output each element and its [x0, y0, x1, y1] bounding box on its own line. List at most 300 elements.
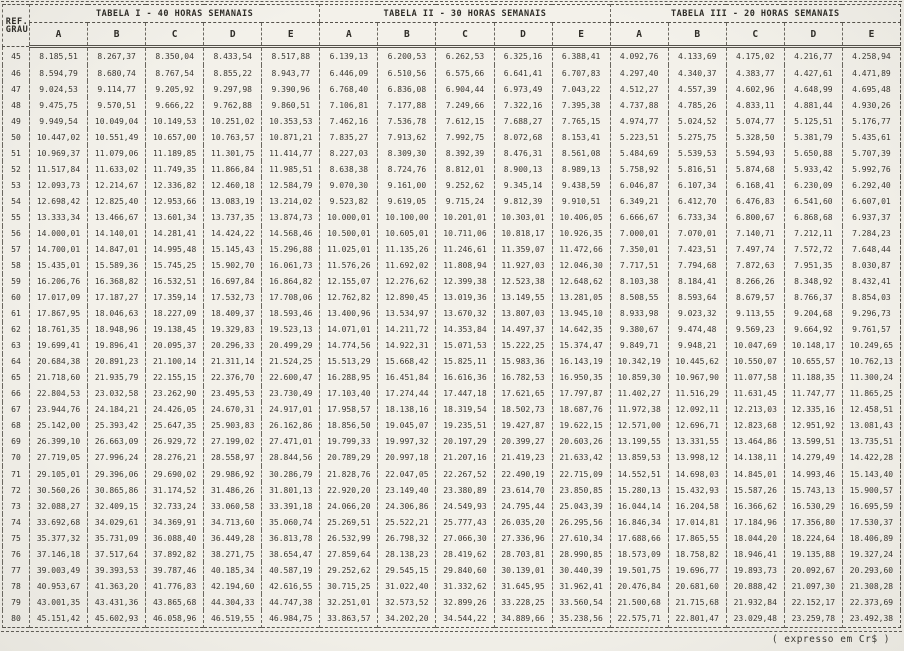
value-cell: 28.703,81	[494, 546, 552, 562]
value-cell: 16.950,35	[552, 370, 610, 386]
value-cell: 13.945,10	[552, 306, 610, 322]
value-cell: 13.670,32	[436, 306, 494, 322]
value-cell: 15.900,57	[842, 482, 900, 498]
value-cell: 30.286,79	[262, 466, 320, 482]
value-cell: 19.045,07	[378, 418, 436, 434]
value-cell: 38.654,47	[262, 546, 320, 562]
grau-cell: 78	[3, 578, 30, 594]
value-cell: 9.762,88	[204, 97, 262, 113]
value-cell: 9.570,51	[88, 97, 146, 113]
table-row	[3, 338, 901, 354]
value-cell: 17.447,18	[436, 386, 494, 402]
grau-cell: 79	[3, 594, 30, 610]
grau-cell: 51	[3, 145, 30, 161]
value-cell: 4.737,88	[610, 97, 668, 113]
value-cell: 34.713,60	[204, 514, 262, 530]
value-cell: 21.207,16	[436, 450, 494, 466]
value-cell: 15.745,25	[146, 258, 204, 274]
value-cell: 8.309,30	[378, 145, 436, 161]
value-cell: 22.490,19	[494, 466, 552, 482]
value-cell: 15.513,29	[320, 354, 378, 370]
value-cell: 36.813,78	[262, 530, 320, 546]
value-cell: 9.715,24	[436, 193, 494, 209]
value-cell: 21.100,14	[146, 354, 204, 370]
value-cell: 4.974,77	[610, 113, 668, 129]
grau-cell: 62	[3, 322, 30, 338]
value-cell: 7.536,78	[378, 113, 436, 129]
value-cell: 14.138,11	[726, 450, 784, 466]
value-cell: 33.560,54	[552, 594, 610, 610]
column-header-t2-d: D	[494, 23, 552, 47]
value-cell: 10.550,07	[726, 354, 784, 370]
value-cell: 22.267,52	[436, 466, 494, 482]
value-cell: 21.524,25	[262, 354, 320, 370]
grau-cell: 57	[3, 242, 30, 258]
grau-cell: 53	[3, 177, 30, 193]
value-cell: 33.228,25	[494, 594, 552, 610]
value-cell: 5.125,51	[784, 113, 842, 129]
section-title-row	[3, 5, 901, 23]
value-cell: 8.185,51	[30, 47, 88, 66]
value-cell: 22.155,15	[146, 370, 204, 386]
grau-cell: 75	[3, 530, 30, 546]
value-cell: 16.451,84	[378, 370, 436, 386]
value-cell: 13.019,36	[436, 290, 494, 306]
value-cell: 13.464,86	[726, 434, 784, 450]
value-cell: 11.576,26	[320, 258, 378, 274]
value-cell: 35.238,56	[552, 610, 610, 627]
value-cell: 14.995,48	[146, 242, 204, 258]
grau-cell: 68	[3, 418, 30, 434]
column-header-t3-d: D	[784, 23, 842, 47]
value-cell: 9.438,59	[552, 177, 610, 193]
value-cell: 21.715,68	[668, 594, 726, 610]
value-cell: 8.767,54	[146, 65, 204, 81]
value-cell: 39.787,46	[146, 562, 204, 578]
value-cell: 6.230,09	[784, 177, 842, 193]
value-cell: 36.449,28	[204, 530, 262, 546]
value-cell: 16.616,36	[436, 370, 494, 386]
column-header-t1-b: B	[88, 23, 146, 47]
value-cell: 18.409,37	[204, 306, 262, 322]
value-cell: 26.929,72	[146, 434, 204, 450]
value-cell: 12.335,16	[784, 402, 842, 418]
value-cell: 8.153,41	[552, 129, 610, 145]
value-cell: 6.733,34	[668, 209, 726, 225]
value-cell: 10.711,06	[436, 226, 494, 242]
tabela-2-title: TABELA II - 30 HORAS SEMANAIS	[320, 5, 610, 23]
value-cell: 8.561,08	[552, 145, 610, 161]
value-cell: 12.698,42	[30, 193, 88, 209]
table-row	[3, 177, 901, 193]
value-cell: 19.523,13	[262, 322, 320, 338]
value-cell: 44.304,33	[204, 594, 262, 610]
value-cell: 11.188,35	[784, 370, 842, 386]
value-cell: 33.391,18	[262, 498, 320, 514]
value-cell: 6.412,70	[668, 193, 726, 209]
value-cell: 18.227,09	[146, 306, 204, 322]
value-cell: 11.517,84	[30, 161, 88, 177]
value-cell: 10.818,17	[494, 226, 552, 242]
value-cell: 17.103,40	[320, 386, 378, 402]
value-cell: 13.333,34	[30, 209, 88, 225]
value-cell: 11.135,26	[378, 242, 436, 258]
table-row	[3, 514, 901, 530]
value-cell: 14.698,03	[668, 466, 726, 482]
value-cell: 17.187,27	[88, 290, 146, 306]
value-cell: 12.276,62	[378, 274, 436, 290]
value-cell: 17.274,44	[378, 386, 436, 402]
grau-cell: 52	[3, 161, 30, 177]
value-cell: 18.502,73	[494, 402, 552, 418]
value-cell: 26.663,09	[88, 434, 146, 450]
grau-cell: 70	[3, 450, 30, 466]
value-cell: 9.070,30	[320, 177, 378, 193]
value-cell: 6.388,41	[552, 47, 610, 66]
value-cell: 12.584,79	[262, 177, 320, 193]
value-cell: 9.812,39	[494, 193, 552, 209]
value-cell: 17.797,87	[552, 386, 610, 402]
value-cell: 18.758,82	[668, 546, 726, 562]
value-cell: 35.060,74	[262, 514, 320, 530]
value-cell: 12.336,82	[146, 177, 204, 193]
value-cell: 11.025,01	[320, 242, 378, 258]
grau-cell: 73	[3, 498, 30, 514]
column-header-t3-a: A	[610, 23, 668, 47]
value-cell: 24.426,05	[146, 402, 204, 418]
value-cell: 9.297,98	[204, 81, 262, 97]
value-cell: 4.930,26	[842, 97, 900, 113]
table-row	[3, 562, 901, 578]
column-header-t2-e: E	[552, 23, 610, 47]
grau-cell: 64	[3, 354, 30, 370]
value-cell: 16.366,62	[726, 498, 784, 514]
value-cell: 8.433,54	[204, 47, 262, 66]
value-cell: 6.262,53	[436, 47, 494, 66]
value-cell: 18.046,63	[88, 306, 146, 322]
value-cell: 7.249,66	[436, 97, 494, 113]
value-cell: 6.904,44	[436, 81, 494, 97]
value-cell: 31.332,62	[436, 578, 494, 594]
salary-table-header	[3, 5, 901, 47]
value-cell: 13.807,03	[494, 306, 552, 322]
value-cell: 9.910,51	[552, 193, 610, 209]
value-cell: 12.762,82	[320, 290, 378, 306]
value-cell: 6.541,60	[784, 193, 842, 209]
value-cell: 8.517,88	[262, 47, 320, 66]
value-cell: 10.657,00	[146, 129, 204, 145]
value-cell: 5.435,61	[842, 129, 900, 145]
value-cell: 20.684,38	[30, 354, 88, 370]
value-cell: 29.690,02	[146, 466, 204, 482]
table-row	[3, 434, 901, 450]
value-cell: 16.368,82	[88, 274, 146, 290]
value-cell: 22.801,47	[668, 610, 726, 627]
value-cell: 11.749,35	[146, 161, 204, 177]
value-cell: 27.859,64	[320, 546, 378, 562]
value-cell: 4.092,76	[610, 47, 668, 66]
value-cell: 11.516,29	[668, 386, 726, 402]
value-cell: 17.867,95	[30, 306, 88, 322]
ref-label: REF.	[5, 16, 29, 27]
ref-grau-header	[3, 5, 30, 47]
value-cell: 6.200,53	[378, 47, 436, 66]
value-cell: 14.497,37	[494, 322, 552, 338]
value-cell: 11.865,25	[842, 386, 900, 402]
value-cell: 7.395,38	[552, 97, 610, 113]
value-cell: 26.798,32	[378, 530, 436, 546]
tabela-1-title: TABELA I - 40 HORAS SEMANAIS	[30, 5, 320, 23]
value-cell: 9.948,21	[668, 338, 726, 354]
value-cell: 45.602,93	[88, 610, 146, 627]
grau-label: GRAU	[5, 24, 29, 35]
value-cell: 8.724,76	[378, 161, 436, 177]
value-cell: 24.670,31	[204, 402, 262, 418]
value-cell: 33.060,58	[204, 498, 262, 514]
value-cell: 25.043,39	[552, 498, 610, 514]
value-cell: 23.380,89	[436, 482, 494, 498]
value-cell: 8.072,68	[494, 129, 552, 145]
value-cell: 8.266,26	[726, 274, 784, 290]
value-cell: 6.349,21	[610, 193, 668, 209]
table-row	[3, 306, 901, 322]
value-cell: 10.763,57	[204, 129, 262, 145]
value-cell: 13.199,55	[610, 434, 668, 450]
value-cell: 16.204,58	[668, 498, 726, 514]
value-cell: 11.692,02	[378, 258, 436, 274]
value-cell: 6.666,67	[610, 209, 668, 225]
value-cell: 34.889,66	[494, 610, 552, 627]
value-cell: 25.903,83	[204, 418, 262, 434]
value-cell: 22.575,71	[610, 610, 668, 627]
value-cell: 11.359,07	[494, 242, 552, 258]
value-cell: 23.262,90	[146, 386, 204, 402]
value-cell: 14.211,72	[378, 322, 436, 338]
value-cell: 19.135,88	[784, 546, 842, 562]
value-cell: 4.427,61	[784, 65, 842, 81]
value-cell: 9.113,55	[726, 306, 784, 322]
value-cell: 12.523,38	[494, 274, 552, 290]
table-row	[3, 546, 901, 562]
value-cell: 21.500,68	[610, 594, 668, 610]
value-cell: 16.697,84	[204, 274, 262, 290]
value-cell: 8.855,22	[204, 65, 262, 81]
value-cell: 32.733,24	[146, 498, 204, 514]
value-cell: 12.571,00	[610, 418, 668, 434]
value-cell: 25.142,00	[30, 418, 88, 434]
value-cell: 10.605,01	[378, 226, 436, 242]
value-cell: 20.296,33	[204, 338, 262, 354]
outer-top-rule	[1, 1, 902, 2]
value-cell: 10.762,13	[842, 354, 900, 370]
value-cell: 31.962,41	[552, 578, 610, 594]
value-cell: 14.281,41	[146, 226, 204, 242]
column-header-t1-c: C	[146, 23, 204, 47]
value-cell: 33.863,57	[320, 610, 378, 627]
value-cell: 31.022,40	[378, 578, 436, 594]
grau-cell: 60	[3, 290, 30, 306]
value-cell: 19.235,51	[436, 418, 494, 434]
grau-cell: 47	[3, 81, 30, 97]
value-cell: 25.777,43	[436, 514, 494, 530]
currency-footnote: ( expresso em Cr$ )	[771, 634, 890, 645]
value-cell: 11.300,24	[842, 370, 900, 386]
value-cell: 45.151,42	[30, 610, 88, 627]
table-row	[3, 402, 901, 418]
value-cell: 10.342,19	[610, 354, 668, 370]
table-row	[3, 161, 901, 177]
value-cell: 10.047,69	[726, 338, 784, 354]
table-row	[3, 47, 901, 66]
value-cell: 32.088,27	[30, 498, 88, 514]
value-cell: 17.532,73	[204, 290, 262, 306]
value-cell: 23.614,70	[494, 482, 552, 498]
value-cell: 11.079,06	[88, 145, 146, 161]
value-cell: 7.951,35	[784, 258, 842, 274]
value-cell: 18.856,50	[320, 418, 378, 434]
value-cell: 27.199,02	[204, 434, 262, 450]
column-letters-row	[3, 23, 901, 47]
value-cell: 32.409,15	[88, 498, 146, 514]
value-cell: 28.276,21	[146, 450, 204, 466]
value-cell: 6.937,37	[842, 209, 900, 225]
table-row	[3, 145, 901, 161]
value-cell: 24.184,21	[88, 402, 146, 418]
value-cell: 12.092,11	[668, 402, 726, 418]
value-cell: 19.501,75	[610, 562, 668, 578]
value-cell: 7.043,22	[552, 81, 610, 97]
value-cell: 29.105,01	[30, 466, 88, 482]
column-header-t1-a: A	[30, 23, 88, 47]
table-row	[3, 610, 901, 627]
value-cell: 21.097,30	[784, 578, 842, 594]
value-cell: 13.859,53	[610, 450, 668, 466]
value-cell: 17.014,81	[668, 514, 726, 530]
value-cell: 8.432,41	[842, 274, 900, 290]
value-cell: 9.380,67	[610, 322, 668, 338]
value-cell: 7.612,15	[436, 113, 494, 129]
value-cell: 5.024,52	[668, 113, 726, 129]
value-cell: 10.303,01	[494, 209, 552, 225]
value-cell: 39.003,49	[30, 562, 88, 578]
value-cell: 4.471,89	[842, 65, 900, 81]
value-cell: 13.466,67	[88, 209, 146, 225]
value-cell: 9.023,32	[668, 306, 726, 322]
value-cell: 11.472,66	[552, 242, 610, 258]
value-cell: 24.066,20	[320, 498, 378, 514]
value-cell: 6.292,40	[842, 177, 900, 193]
value-cell: 24.306,86	[378, 498, 436, 514]
table-row	[3, 258, 901, 274]
value-cell: 5.933,42	[784, 161, 842, 177]
value-cell: 16.532,51	[146, 274, 204, 290]
table-row	[3, 482, 901, 498]
value-cell: 8.812,01	[436, 161, 494, 177]
value-cell: 10.000,01	[320, 209, 378, 225]
grau-cell: 72	[3, 482, 30, 498]
table-row	[3, 65, 901, 81]
value-cell: 15.143,40	[842, 466, 900, 482]
value-cell: 15.145,43	[204, 242, 262, 258]
value-cell: 37.517,64	[88, 546, 146, 562]
grau-cell: 76	[3, 546, 30, 562]
value-cell: 11.985,51	[262, 161, 320, 177]
salary-table-body	[3, 47, 901, 628]
value-cell: 19.622,15	[552, 418, 610, 434]
value-cell: 22.920,20	[320, 482, 378, 498]
value-cell: 15.983,36	[494, 354, 552, 370]
value-cell: 4.175,02	[726, 47, 784, 66]
value-cell: 13.737,35	[204, 209, 262, 225]
value-cell: 9.569,23	[726, 322, 784, 338]
column-header-t3-c: C	[726, 23, 784, 47]
value-cell: 10.249,65	[842, 338, 900, 354]
value-cell: 6.641,41	[494, 65, 552, 81]
column-header-t3-e: E	[842, 23, 900, 47]
value-cell: 12.696,71	[668, 418, 726, 434]
value-cell: 10.969,37	[30, 145, 88, 161]
value-cell: 34.369,91	[146, 514, 204, 530]
grau-cell: 54	[3, 193, 30, 209]
value-cell: 19.699,41	[30, 338, 88, 354]
table-row	[3, 386, 901, 402]
value-cell: 14.000,01	[30, 226, 88, 242]
value-cell: 5.816,51	[668, 161, 726, 177]
value-cell: 29.840,60	[436, 562, 494, 578]
value-cell: 28.990,85	[552, 546, 610, 562]
value-cell: 5.176,77	[842, 113, 900, 129]
value-cell: 6.446,09	[320, 65, 378, 81]
grau-cell: 56	[3, 226, 30, 242]
value-cell: 14.279,49	[784, 450, 842, 466]
value-cell: 16.782,53	[494, 370, 552, 386]
value-cell: 14.422,28	[842, 450, 900, 466]
table-row	[3, 129, 901, 145]
value-cell: 6.107,34	[668, 177, 726, 193]
value-cell: 8.350,04	[146, 47, 204, 66]
value-cell: 21.718,60	[30, 370, 88, 386]
value-cell: 18.948,96	[88, 322, 146, 338]
value-cell: 6.836,08	[378, 81, 436, 97]
value-cell: 4.602,96	[726, 81, 784, 97]
value-cell: 7.497,74	[726, 242, 784, 258]
value-cell: 16.864,82	[262, 274, 320, 290]
table-row	[3, 226, 901, 242]
value-cell: 13.601,34	[146, 209, 204, 225]
grau-cell: 71	[3, 466, 30, 482]
value-cell: 9.619,05	[378, 193, 436, 209]
value-cell: 6.325,16	[494, 47, 552, 66]
value-cell: 9.474,48	[668, 322, 726, 338]
grau-cell: 77	[3, 562, 30, 578]
value-cell: 31.174,52	[146, 482, 204, 498]
value-cell: 9.849,71	[610, 338, 668, 354]
value-cell: 4.340,37	[668, 65, 726, 81]
value-cell: 25.393,42	[88, 418, 146, 434]
value-cell: 12.890,45	[378, 290, 436, 306]
value-cell: 10.445,62	[668, 354, 726, 370]
value-cell: 29.396,06	[88, 466, 146, 482]
value-cell: 19.138,45	[146, 322, 204, 338]
value-cell: 7.177,88	[378, 97, 436, 113]
value-cell: 8.638,38	[320, 161, 378, 177]
value-cell: 9.345,14	[494, 177, 552, 193]
value-cell: 8.679,57	[726, 290, 784, 306]
value-cell: 18.319,54	[436, 402, 494, 418]
value-cell: 18.593,46	[262, 306, 320, 322]
value-cell: 5.074,77	[726, 113, 784, 129]
value-cell: 8.989,13	[552, 161, 610, 177]
